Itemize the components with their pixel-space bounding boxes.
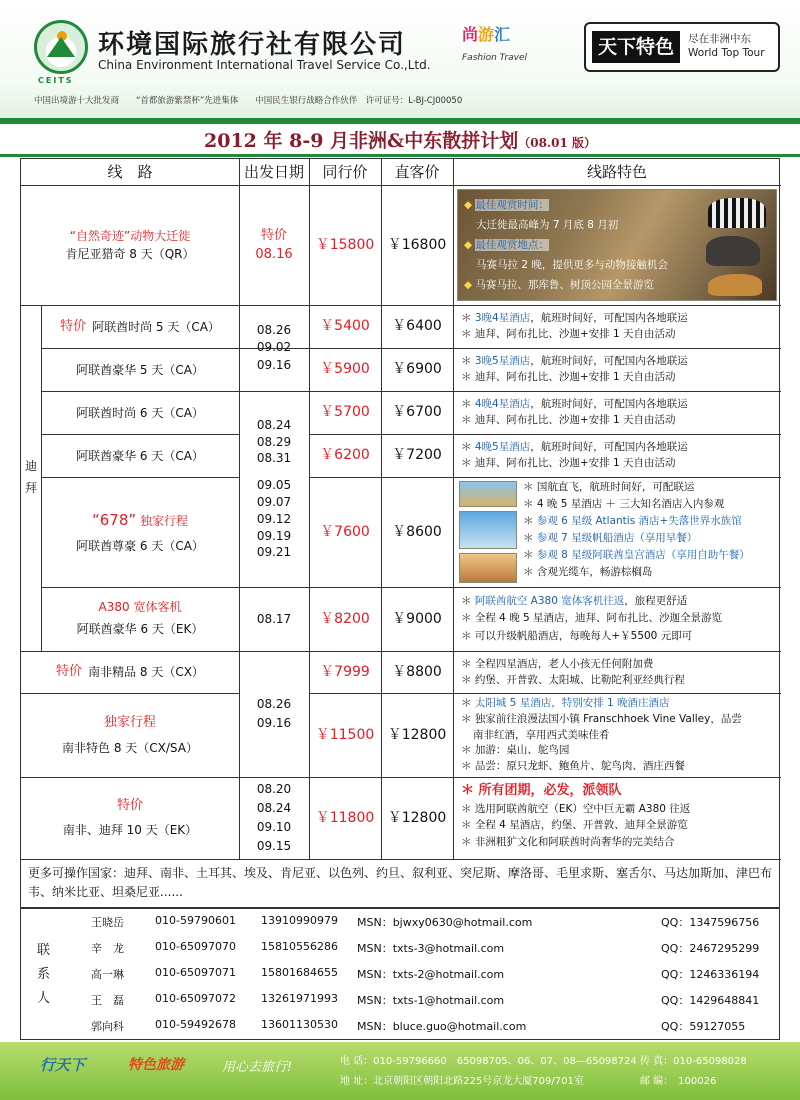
feature-list: ＊ 太阳城 5 星酒店，特别安排 1 晚酒庄酒店 ＊ 独家前往浪漫法国小镇 Franschhoek Vine Valley，品尝 南非红酒，享用西式美味佳肴 ＊ 加游：桌山、鸵鸟园 ＊ 品尝：原只龙虾、鲍鱼片、鸵鸟肉、酒庄西餐 <box>461 697 742 772</box>
slogan: 用心去旅行! <box>222 1060 293 1075</box>
col-header-trade-price: 同行价 <box>322 162 368 181</box>
fashion-travel-logo: 尚游汇 Fashion Travel <box>462 25 528 63</box>
retail-price: ￥8600 <box>392 523 442 540</box>
rhino-icon <box>706 236 760 266</box>
more-countries: 更多可操作国家：迪拜、南非、土耳其、埃及、肯尼亚、以色列、约旦、叙利亚、突尼斯、摩洛哥、毛里求斯、塞舌尔、马达加斯加、津巴布韦、纳米比亚、坦桑尼亚...... <box>28 866 773 900</box>
page-header <box>0 0 800 118</box>
trade-price: ￥8200 <box>320 610 370 627</box>
trade-price: ￥7999 <box>320 663 370 680</box>
trade-price: ￥11500 <box>315 726 375 743</box>
row-date: 08.17 <box>256 612 292 626</box>
contacts-table <box>20 908 780 1040</box>
retail-price: ￥6900 <box>392 361 442 377</box>
contact-row: 辛 龙 010-65097070 15810556286 MSN：txts-3@hotmail.com QQ：2467295299 <box>91 940 760 955</box>
header-bar <box>0 118 800 124</box>
feature-list: ＊ 所有团期，必发，派领队 ＊ 选用阿联酋航空（EK）空中巨无霸 A380 往返 ＊ 全程 4 星酒店，约堡、开普敦、迪拜全景游览 ＊ 非洲粗犷文化和阿联酋时尚奢华的完美结合 <box>461 783 691 848</box>
retail-price: ￥12800 <box>387 809 447 826</box>
feature-list: ＊ 阿联酋航空 A380 宽体客机往返，旅程更舒适 ＊ 全程 4 晚 5 星酒店，迪拜、阿布扎比、沙迦全景游览 ＊ 可以升级帆船酒店，每晚每人+￥5500 元即可 <box>461 595 723 642</box>
page-title: 2012 年 8-9 月非洲&中东散拼计划（08.01 版） <box>204 130 596 152</box>
retail-price: ￥6400 <box>392 318 442 334</box>
footer-fax: 传 真：010-65098028 <box>640 1056 747 1067</box>
table-row: A380 宽体客机 阿联酋豪华 6 天（EK） <box>76 600 204 636</box>
retail-price: ￥7200 <box>392 447 442 463</box>
contact-row: 郭向科 010-59492678 13601130530 MSN：bluce.guo@hotmail.com QQ：59127055 <box>91 1018 746 1033</box>
atlantis-photo <box>459 481 517 507</box>
table-row: “678” 独家行程 阿联酋尊豪 6 天（CA） <box>76 511 204 553</box>
brand-xingtianxia: 行天下 <box>40 1056 86 1074</box>
retail-price: ￥16800 <box>387 236 447 253</box>
retail-price: ￥6700 <box>392 404 442 420</box>
row-date-group: 08.24 08.29 08.31 09.05 09.07 09.12 09.19 09.21 <box>256 417 292 560</box>
row-date: 特价 08.16 <box>255 227 293 262</box>
trade-price: ￥15800 <box>315 236 375 253</box>
company-name-en: China Environment International Travel Service Co.,Ltd. <box>98 58 431 72</box>
contact-row: 王晓岳 010-59790601 13910990979 MSN：bjwxy0630@hotmail.com QQ：1347596756 <box>91 914 760 929</box>
title-divider <box>0 154 800 157</box>
trade-price: ￥6200 <box>320 447 370 463</box>
footer-zip: 邮 编： 100026 <box>640 1076 717 1087</box>
footer-address: 地 址：北京朝阳区朝阳北路225号京龙大厦709/701室 <box>340 1076 584 1087</box>
trade-price: ￥5900 <box>320 361 370 377</box>
row-date-group: 08.26 09.16 <box>256 696 292 730</box>
row-date-group: 08.26 09.02 09.16 <box>256 322 292 372</box>
col-header-route: 线 路 <box>107 162 153 181</box>
table-row: 特价 南非精品 8 天（CX） <box>56 664 204 680</box>
table-row: 特价 阿联酋时尚 5 天（CA） <box>60 318 220 334</box>
dubai-group-label: 迪 拜 <box>24 459 37 495</box>
zebra-icon <box>708 198 766 228</box>
feature-list: ＊ 全程四星酒店，老人小孩无任何附加费 ＊ 约堡、开普敦、太阳城、比勒陀利亚经典行程 <box>461 658 685 687</box>
trade-price: ￥5700 <box>320 404 370 420</box>
lion-icon <box>708 274 762 296</box>
trade-price: ￥5400 <box>320 318 370 334</box>
trade-price: ￥11800 <box>315 809 375 826</box>
table-row: 特价 南非、迪拜 10 天（EK） <box>62 798 198 837</box>
feature-list: ＊ 3晚5星酒店，航班时间好，可配国内各地联运 ＊ 迪拜、阿布扎比、沙迦+安排 1 天自由活动 <box>461 355 688 384</box>
col-header-features: 线路特色 <box>586 162 647 181</box>
footer-phone: 电 话：010-59796660 65098705、06、07、08—65098724 <box>340 1056 637 1067</box>
tianxia-logo: 天下特色 尽在非洲中东 World Top Tour <box>584 22 780 72</box>
safari-photo: ◆ 最佳观赏时间： 大迁徙最高峰为 7 月底 8 月初 ◆ 最佳观赏地点： 马赛马拉 2 晚，提供更多与动物接触机会 ◆ 马赛马拉、那库鲁、树顶公园全景游览 <box>457 189 777 301</box>
trade-price: ￥7600 <box>320 523 370 540</box>
table-row: 阿联酋时尚 6 天（CA） <box>76 405 204 420</box>
contact-row: 王 磊 010-65097072 13261971993 MSN：txts-1@hotmail.com QQ：1429648841 <box>91 992 760 1007</box>
ceits-logo-icon <box>34 20 88 74</box>
feature-list: ＊ 4晚5星酒店，航班时间好，可配国内各地联运 ＊ 迪拜、阿布扎比、沙迦+安排 1 天自由活动 <box>461 441 688 470</box>
ceits-label: CEITS <box>38 76 74 85</box>
burj-al-arab-photo <box>459 511 517 549</box>
feature-list: ＊ 4晚4星酒店，航班时间好，可配国内各地联运 ＊ 迪拜、阿布扎比、沙迦+安排 1 天自由活动 <box>461 398 688 427</box>
contacts-label: 联系人 <box>37 943 51 1006</box>
col-header-retail-price: 直客价 <box>394 162 440 181</box>
table-row: 阿联酋豪华 5 天（CA） <box>76 362 204 377</box>
page-footer <box>0 1042 800 1100</box>
table-row: “自然奇迹”动物大迁徙 肯尼亚猎奇 8 天（QR） <box>65 229 195 261</box>
company-honors: 中国出境游十大批发商 “首都旅游紫禁杯”先进集体 中国民生银行战略合作伙伴 许可证号：L-BJ-CJ00050 <box>34 96 463 106</box>
feature-list: ＊ 国航直飞，航班时间好，可配联运 ＊ 4 晚 5 星酒店 ＋ 三大知名酒店入内参观 ＊ 参观 6 星级 Atlantis 酒店+失落世界水族馆 ＊ 参观 7 星级帆船酒店（享用早餐） ＊ 参观 8 星级阿联酋皇宫酒店（享用自助午餐） ＊ 含观光缆车，畅游棕榈岛 <box>523 481 750 578</box>
table-row: 独家行程 南非特色 8 天（CX/SA） <box>62 715 198 755</box>
tour-table <box>20 158 780 908</box>
row-date-group: 08.20 08.24 09.10 09.15 <box>256 781 292 854</box>
retail-price: ￥8800 <box>392 663 442 680</box>
company-name-cn: 环境国际旅行社有限公司 <box>98 30 407 60</box>
col-header-date: 出发日期 <box>243 162 304 181</box>
emirates-palace-photo <box>459 553 517 583</box>
retail-price: ￥12800 <box>387 726 447 743</box>
retail-price: ￥9000 <box>392 610 442 627</box>
feature-list: ＊ 3晚4星酒店，航班时间好，可配国内各地联运 ＊ 迪拜、阿布扎比、沙迦+安排 1 天自由活动 <box>461 312 688 341</box>
brand-tese-lvyou: 特色旅游 <box>128 1057 184 1073</box>
contact-row: 高一琳 010-65097071 15801684655 MSN：txts-2@hotmail.com QQ：1246336194 <box>91 966 760 981</box>
table-row: 阿联酋豪华 6 天（CA） <box>76 448 204 463</box>
